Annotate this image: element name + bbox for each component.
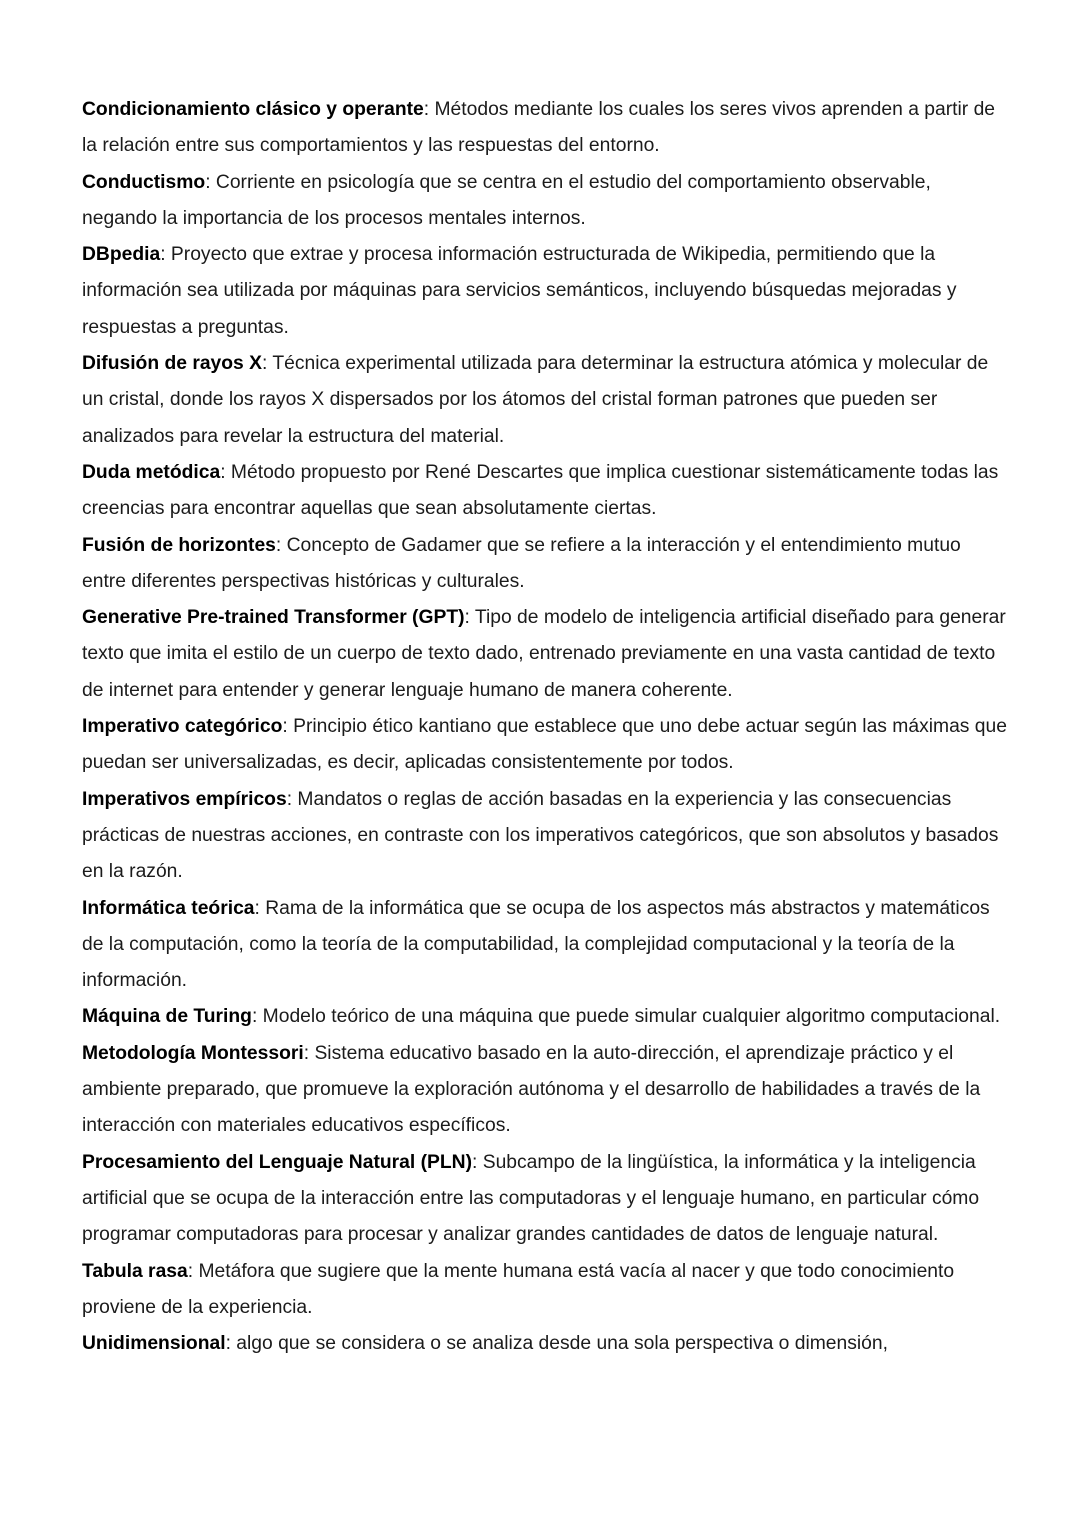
glossary-definition: : Técnica experimental utilizada para determinar la estructura atómica y molecular de un cristal, donde los rayos X dispersados por los átomos del cristal forman patrones que pueden ser analizados para revelar la estructura del material. bbox=[82, 353, 989, 447]
glossary-term: Imperativo categórico bbox=[82, 716, 283, 738]
glossary-definition: : Método propuesto por René Descartes que implica cuestionar sistemáticamente todas las creencias para encontrar aquellas que sean absolutamente ciertas. bbox=[82, 461, 999, 520]
glossary-entry-montessori bbox=[82, 1036, 1007, 1145]
glossary-term: DBpedia bbox=[82, 244, 161, 266]
glossary-term: Fusión de horizontes bbox=[82, 534, 276, 556]
glossary-definition: : Sistema educativo basado en la auto-dirección, el aprendizaje práctico y el ambiente preparado, que promueve la exploración autónoma y el desarrollo de habilidades a través de la interacción con materiales educativos específicos. bbox=[82, 1042, 981, 1137]
glossary-entry-conductismo bbox=[82, 165, 1007, 238]
glossary-entry-gpt bbox=[82, 600, 1007, 709]
glossary-definition: : Subcampo de la lingüística, la informática y la inteligencia artificial que se ocupa de la interacción entre las computadoras y el lenguaje humano, en particular cómo programar computadoras para procesar y analizar grandes cantidades de datos de lenguaje natural. bbox=[82, 1151, 980, 1246]
glossary-term: Informática teórica bbox=[82, 897, 255, 919]
glossary-term: Duda metódica bbox=[82, 461, 221, 483]
glossary-term: Imperativos empíricos bbox=[82, 788, 287, 810]
glossary-definition: : Principio ético kantiano que establece que uno debe actuar según las máximas que puedan ser universalizadas, es decir, aplicadas consistentemente por todos. bbox=[82, 716, 1007, 774]
glossary-definition: : Métodos mediante los cuales los seres vivos aprenden a partir de la relación entre sus comportamientos y las respuestas del entorno. bbox=[82, 99, 996, 157]
glossary-term: Difusión de rayos X bbox=[82, 353, 262, 375]
glossary-term: Generative Pre-trained Transformer (GPT) bbox=[82, 607, 465, 629]
glossary-definition: : Tipo de modelo de inteligencia artificial diseñado para generar texto que imita el estilo de un cuerpo de texto dado, entrenado previamente en una vasta cantidad de texto de internet para entender y generar lenguaje humano de manera coherente. bbox=[82, 607, 1006, 701]
glossary-term: Máquina de Turing bbox=[82, 1006, 252, 1028]
glossary-term: Conductismo bbox=[82, 171, 206, 193]
glossary-definition: : Proyecto que extrae y procesa información estructurada de Wikipedia, permitiendo que la información sea utilizada por máquinas para servicios semánticos, incluyendo búsquedas mejoradas y respuestas a preguntas. bbox=[82, 244, 957, 338]
glossary-entry-condicionamiento bbox=[82, 92, 1007, 165]
glossary-definition: : Modelo teórico de una máquina que puede simular cualquier algoritmo computacional. bbox=[251, 1006, 1001, 1028]
glossary-definition: : Rama de la informática que se ocupa de los aspectos más abstractos y matemáticos de la computación, como la teoría de la computabilidad, la complejidad computacional y la teoría de la información. bbox=[82, 897, 990, 992]
glossary-definition: : Corriente en psicología que se centra en el estudio del comportamiento observable, negando la importancia de los procesos mentales internos. bbox=[82, 171, 931, 229]
glossary-term: Procesamiento del Lenguaje Natural (PLN) bbox=[82, 1151, 472, 1173]
glossary-definition: : algo que se considera o se analiza desde una sola perspectiva o dimensión, bbox=[225, 1333, 888, 1355]
glossary-definition: : Concepto de Gadamer que se refiere a la interacción y el entendimiento mutuo entre diferentes perspectivas históricas y culturales. bbox=[82, 534, 961, 592]
glossary-entry-imperativo-categorico bbox=[82, 709, 1007, 782]
glossary-definition: : Mandatos o reglas de acción basadas en la experiencia y las consecuencias prácticas de nuestras acciones, en contraste con los imperativos categóricos, que son absolutos y basados en la razón. bbox=[82, 788, 999, 883]
glossary-entry-tabula-rasa bbox=[82, 1254, 1007, 1327]
glossary-page bbox=[82, 92, 1007, 1362]
glossary-term: Condicionamiento clásico y operante bbox=[82, 99, 424, 120]
glossary-entry-pln bbox=[82, 1145, 1007, 1254]
glossary-entry-imperativos-empiricos bbox=[82, 782, 1007, 891]
glossary-entry-informatica-teorica bbox=[82, 891, 1007, 1000]
glossary-entry-difusion-rayos-x bbox=[82, 346, 1007, 455]
glossary-entry-fusion-horizontes bbox=[82, 528, 1007, 601]
glossary-term: Tabula rasa bbox=[82, 1260, 188, 1282]
glossary-term: Unidimensional bbox=[82, 1333, 226, 1355]
glossary-definition: : Metáfora que sugiere que la mente humana está vacía al nacer y que todo conocimiento proviene de la experiencia. bbox=[82, 1260, 955, 1318]
glossary-entry-dbpedia bbox=[82, 237, 1007, 346]
glossary-term: Metodología Montessori bbox=[82, 1042, 304, 1064]
glossary-entry-maquina-turing bbox=[82, 999, 1007, 1035]
glossary-entry-unidimensional bbox=[82, 1326, 1007, 1362]
glossary-entry-duda-metodica bbox=[82, 455, 1007, 528]
